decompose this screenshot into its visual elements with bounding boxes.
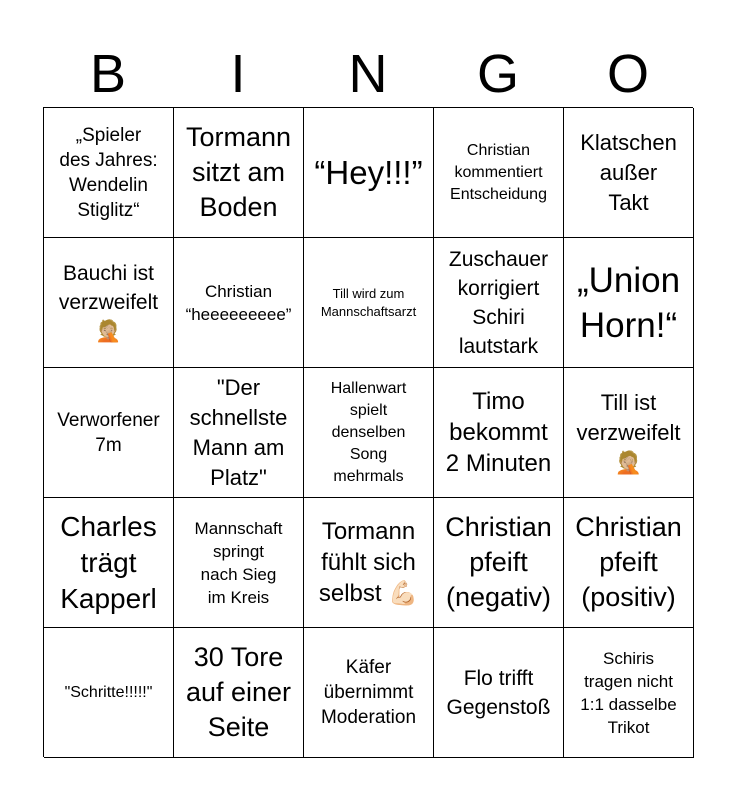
cell-text: Hallenwart spielt denselben Song mehrmals — [330, 379, 407, 485]
bingo-cell-r4c4[interactable] — [434, 498, 564, 628]
cell-text: Charles trägt Kapperl — [60, 510, 157, 614]
bingo-cell-r3c1[interactable] — [44, 368, 174, 498]
cell-text: Tormann fühlt sich selbst 💪🏻 — [318, 518, 419, 607]
bingo-cell-r4c5[interactable] — [564, 498, 694, 628]
bingo-cell-r3c4[interactable] — [434, 368, 564, 498]
cell-text: Christian pfeift (positiv) — [575, 512, 682, 612]
bingo-header — [43, 40, 693, 108]
bingo-cell-r5c5[interactable] — [564, 628, 694, 758]
bingo-cell-r1c5[interactable] — [564, 108, 694, 238]
bingo-cell-r3c2[interactable] — [174, 368, 304, 498]
cell-text: Christian kommentiert Entscheidung — [450, 141, 547, 203]
bingo-cell-r4c2[interactable] — [174, 498, 304, 628]
bingo-cell-r1c2[interactable] — [174, 108, 304, 238]
cell-text: Zuschauer korrigiert Schiri lautstark — [448, 247, 549, 358]
cell-text: Till wird zum Mannschaftsarzt — [320, 285, 417, 319]
cell-text: „Union Horn!“ — [576, 260, 681, 345]
bingo-cell-r5c2[interactable] — [174, 628, 304, 758]
cell-text: Verworfener 7m — [57, 409, 160, 456]
header-letter-o: O — [606, 44, 649, 104]
bingo-cell-r3c5[interactable] — [564, 368, 694, 498]
cell-text: Till ist verzweifelt 🤦🏼 — [576, 389, 681, 475]
bingo-cell-r2c2[interactable] — [174, 238, 304, 368]
cell-text: Christian pfeift (negativ) — [445, 512, 552, 612]
bingo-cell-r4c1[interactable] — [44, 498, 174, 628]
cell-text: Timo bekommt 2 Minuten — [445, 388, 552, 477]
bingo-cell-r5c1[interactable] — [44, 628, 174, 758]
cell-text: Bauchi ist verzweifelt 🤦🏼 — [58, 262, 159, 343]
cell-text: Klatschen außer Takt — [580, 129, 677, 215]
header-letter-g: G — [476, 44, 519, 104]
bingo-cell-r5c4[interactable] — [434, 628, 564, 758]
bingo-cell-r1c1[interactable] — [44, 108, 174, 238]
cell-text: "Schritte!!!!!" — [64, 683, 153, 701]
cell-text: Christian “heeeeeeeee” — [185, 281, 292, 324]
header-letter-b: B — [89, 44, 127, 104]
bingo-cell-r1c3[interactable] — [304, 108, 434, 238]
cell-text: 30 Tore auf einer Seite — [185, 642, 292, 742]
header-letter-i: I — [230, 44, 246, 104]
bingo-cell-r2c5[interactable] — [564, 238, 694, 368]
cell-text: Schiris tragen nicht 1:1 dasselbe Trikot — [580, 648, 677, 737]
bingo-cell-r5c3[interactable] — [304, 628, 434, 758]
header-letter-n: N — [348, 44, 388, 104]
bingo-cell-r2c1[interactable] — [44, 238, 174, 368]
bingo-cell-r2c3[interactable] — [304, 238, 434, 368]
bingo-grid — [43, 107, 693, 757]
cell-text: Käfer übernimmt Moderation — [320, 657, 417, 728]
cell-text: Mannschaft springt nach Sieg im Kreis — [194, 518, 283, 607]
cell-text: Flo trifft Gegenstoß — [446, 666, 551, 719]
bingo-cell-r1c4[interactable] — [434, 108, 564, 238]
bingo-cell-r3c3[interactable] — [304, 368, 434, 498]
cell-text: Tormann sitzt am Boden — [185, 122, 292, 222]
bingo-cell-r2c4[interactable] — [434, 238, 564, 368]
cell-text: “Hey!!!” — [314, 153, 423, 191]
bingo-cell-r4c3[interactable] — [304, 498, 434, 628]
cell-text: „Spieler des Jahres: Wendelin Stiglitz“ — [59, 124, 158, 221]
cell-text: "Der schnellste Mann am Platz" — [189, 374, 288, 490]
